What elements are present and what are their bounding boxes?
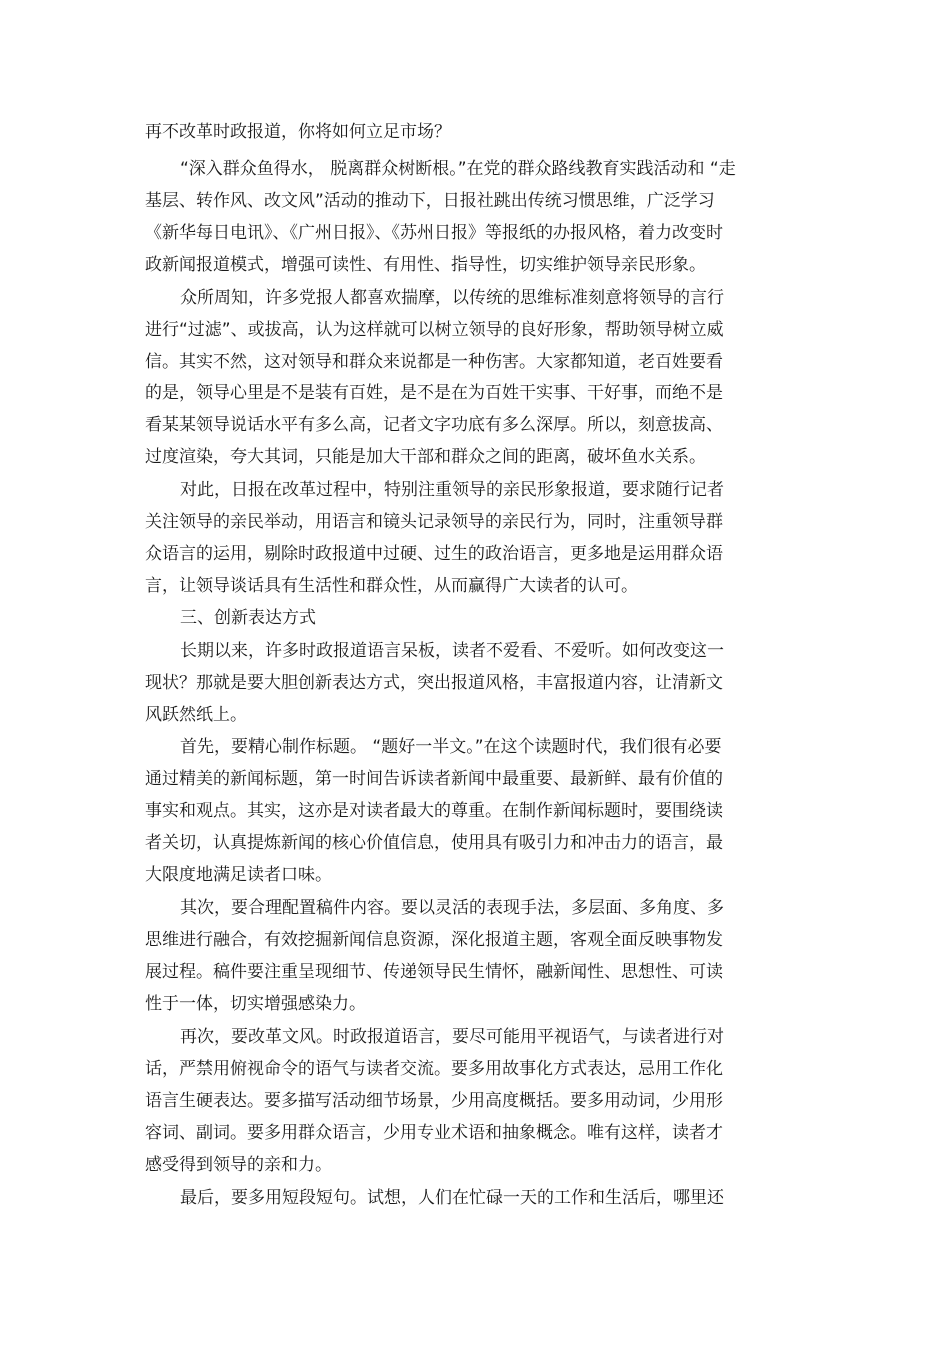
- paragraph-first-line: 其次，要合理配置稿件内容。要以灵活的表现手法，多层面、多角度、多: [180, 898, 724, 918]
- text-line: 展过程。稿件要注重呈现细节、传递领导民生情怀，融新闻性、思想性、可读: [145, 962, 723, 982]
- text-line: 容词、副词。要多用群众语言，少用专业术语和抽象概念。唯有这样，读者才: [145, 1123, 723, 1143]
- text-line: 政新闻报道模式，增强可读性、有用性、指导性，切实维护领导亲民形象。: [145, 255, 706, 275]
- text-line: 基层、转作风、改文风”活动的推动下，日报社跳出传统习惯思维，广泛学习: [145, 191, 715, 211]
- text-line: 进行“过滤”、或拔高，认为这样就可以树立领导的良好形象，帮助领导树立威: [145, 320, 724, 340]
- paragraph-first-line: 最后，要多用短段短句。试想，人们在忙碌一天的工作和生活后，哪里还: [180, 1188, 724, 1208]
- paragraph-first-line: 对此，日报在改革过程中，特别注重领导的亲民形象报道，要求随行记者: [180, 480, 724, 500]
- paragraph-first-line: 再次，要改革文风。时政报道语言，要尽可能用平视语气，与读者进行对: [180, 1027, 724, 1047]
- text-line: 通过精美的新闻标题，第一时间告诉读者新闻中最重要、最新鲜、最有价值的: [145, 769, 723, 789]
- paragraph-first-line: “深入群众鱼得水， 脱离群众树断根。”在党的群众路线教育实践活动和 “走: [180, 159, 736, 179]
- paragraph-first-line: 首先，要精心制作标题。 “题好一半文。”在这个读题时代，我们很有必要: [180, 737, 722, 757]
- text-line: 看某某领导说话水平有多么高，记者文字功底有多么深厚。所以，刻意拔高、: [145, 415, 723, 435]
- text-line: 关注领导的亲民举动，用语言和镜头记录领导的亲民行为，同时，注重领导群: [145, 512, 723, 532]
- text-line: 大限度地满足读者口味。: [145, 865, 332, 885]
- text-line: 现状？那就是要大胆创新表达方式，突出报道风格，丰富报道内容，让清新文: [145, 673, 723, 693]
- text-line: 信。其实不然，这对领导和群众来说都是一种伤害。大家都知道，老百姓要看: [145, 352, 723, 372]
- text-line: 的是，领导心里是不是装有百姓，是不是在为百姓干实事、干好事，而绝不是: [145, 383, 723, 403]
- section-heading: 三、创新表达方式: [180, 608, 316, 628]
- paragraph-first-line: 众所周知，许多党报人都喜欢揣摩，以传统的思维标准刻意将领导的言行: [180, 288, 724, 308]
- text-line: 《新华每日电讯》、《广州日报》、《苏州日报》等报纸的办报风格，着力改变时: [145, 223, 723, 243]
- text-line: 者关切，认真提炼新闻的核心价值信息，使用具有吸引力和冲击力的语言，最: [145, 833, 723, 853]
- text-line: 众语言的运用，剔除时政报道中过硬、过生的政治语言，更多地是运用群众语: [145, 544, 723, 564]
- text-line: 话，严禁用俯视命令的语气与读者交流。要多用故事化方式表达，忌用工作化: [145, 1059, 723, 1079]
- text-line: 语言生硬表达。要多描写活动细节场景，少用高度概括。要多用动词，少用形: [145, 1091, 723, 1111]
- text-line: 言，让领导谈话具有生活性和群众性，从而赢得广大读者的认可。: [145, 576, 638, 596]
- text-line: 风跃然纸上。: [145, 705, 247, 725]
- text-line: 过度渲染，夸大其词，只能是加大干部和群众之间的距离，破坏鱼水关系。: [145, 447, 706, 467]
- text-line: 再不改革时政报道，你将如何立足市场？: [145, 122, 451, 142]
- text-line: 事实和观点。其实，这亦是对读者最大的尊重。在制作新闻标题时，要围绕读: [145, 801, 723, 821]
- paragraph-first-line: 长期以来，许多时政报道语言呆板，读者不爱看、不爱听。如何改变这一: [180, 641, 724, 661]
- text-line: 思维进行融合，有效挖掘新闻信息资源，深化报道主题，客观全面反映事物发: [145, 930, 723, 950]
- text-line: 感受得到领导的亲和力。: [145, 1155, 332, 1175]
- text-line: 性于一体，切实增强感染力。: [145, 994, 366, 1014]
